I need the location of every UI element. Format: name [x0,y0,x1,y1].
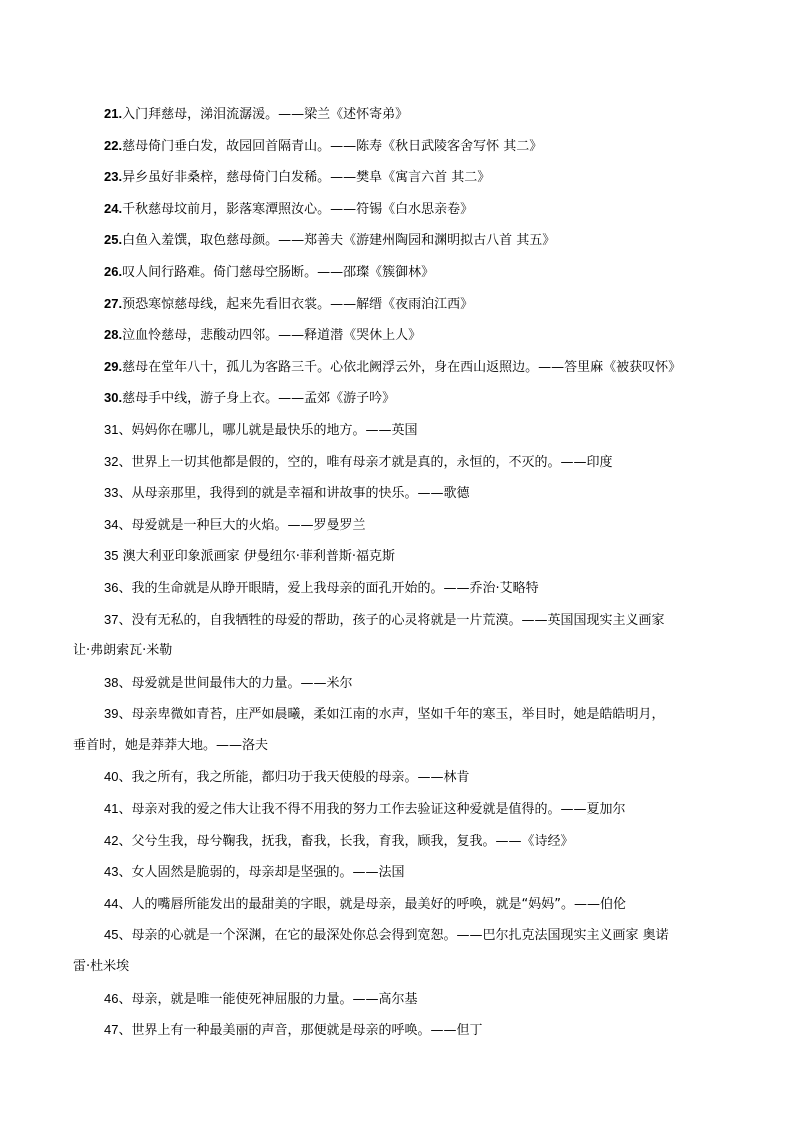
quote-text: 异乡虽好非桑梓，慈母倚门白发稀。——樊阜《寓言六首 其二》 [122,170,491,186]
quote-text: 叹人间行路难。倚门慈母空肠断。——邵璨《簇御林》 [122,264,435,280]
quote-text: 没有无私的，自我牺牲的母爱的帮助，孩子的心灵将就是一片荒漠。——英国国现实主义画家 [131,612,665,628]
quote-text: 泣血怜慈母，悲酸动四邻。——释道潜《哭休上人》 [122,328,422,344]
quote-line [104,698,724,730]
quote-line [104,382,724,414]
quote-text: 母亲对我的爱之伟大让我不得不用我的努力工作去验证这种爱就是值得的。——夏加尔 [131,802,626,818]
quote-line [104,1014,724,1046]
quote-number: 31、 [104,421,132,437]
quote-number: 22. [104,137,123,153]
quote-line [104,351,724,383]
quote-number: 23. [104,169,123,185]
quote-line [104,888,724,920]
quote-line [104,983,724,1015]
quote-text: 澳大利亚印象派画家 伊曼纽尔·菲利普斯·福克斯 [118,549,395,565]
quote-text: 慈母手中线，游子身上衣。——孟郊《游子吟》 [122,391,396,407]
quote-text: 世界上有一种最美丽的声音，那便就是母亲的呼唤。——但丁 [131,1023,483,1039]
quote-text: 从母亲那里，我得到的就是幸福和讲故事的快乐。——歌德 [131,486,470,502]
quote-number: 26. [104,263,123,279]
quote-number: 44、 [104,895,132,911]
quote-number: 45、 [104,927,132,943]
quote-line [104,856,724,888]
quote-line [104,161,724,193]
quote-continuation: 垂首时，她是莽莽大地。——洛夫 [73,737,269,753]
quote-text: 慈母倚门垂白发，故园回首隔青山。——陈寿《秋日武陵客舍写怀 其二》 [122,138,543,154]
quote-line [104,256,724,288]
quote-line [104,288,724,320]
quote-line [104,414,724,446]
quote-number: 24. [104,200,123,216]
quote-line [104,98,724,130]
quote-line [104,319,724,351]
quote-number: 34、 [104,516,132,532]
quote-text: 母亲的心就是一个深渊，在它的最深处你总会得到宽恕。——巴尔扎克法国现实主义画家 奥诺 [131,928,669,944]
quote-text: 母爱就是一种巨大的火焰。——罗曼罗兰 [131,517,366,533]
quote-text: 慈母在堂年八十，孤儿为客路三千。心依北阙浮云外，身在西山返照边。——答里麻《被获叹怀》 [122,359,682,375]
quote-line [104,224,724,256]
quote-number: 39、 [104,706,132,722]
quote-line [104,572,724,604]
quote-number: 35 [104,548,119,564]
quote-text: 入门拜慈母，涕泪流潺湲。——梁兰《述怀寄弟》 [122,107,409,122]
quote-text: 白鱼入羞馔，取色慈母颜。——郑善夫《游建州陶园和渊明拟古八首 其五》 [122,233,556,249]
quote-text: 母亲，就是唯一能使死神屈服的力量。——高尔基 [131,991,418,1007]
quote-number: 37、 [104,611,132,627]
quote-number: 21. [104,106,123,121]
quote-number: 25. [104,232,123,248]
quote-text: 千秋慈母坟前月，影落寒潭照汝心。——符锡《白水思亲卷》 [122,201,474,217]
quote-line [104,193,724,225]
quote-line [104,477,724,509]
quote-line [104,604,724,636]
quote-text: 世界上一切其他都是假的，空的，唯有母亲才就是真的，永恒的，不灭的。——印度 [131,454,613,470]
quote-text: 人的嘴唇所能发出的最甜美的字眼，就是母亲，最美好的呼唤，就是“妈妈”。——伯伦 [131,896,626,912]
quote-number: 29. [104,358,123,374]
quote-text: 我的生命就是从睁开眼睛，爱上我母亲的面孔开始的。——乔治·艾略特 [131,580,539,596]
quote-line [104,446,724,478]
quote-number: 42、 [104,832,132,848]
quote-line [104,761,724,793]
quote-number: 30. [104,390,123,406]
quote-text: 预恐寒惊慈母线，起来先看旧衣裳。——解缙《夜雨泊江西》 [122,296,474,312]
quote-line [104,825,724,857]
quote-line [104,540,724,572]
quote-continuation: 雷·杜米埃 [73,959,130,975]
quote-number: 38、 [104,674,132,690]
quote-number: 47、 [104,1022,132,1038]
quote-number: 28. [104,327,123,343]
quote-number: 32、 [104,453,132,469]
quote-number: 43、 [104,864,132,880]
quote-line [104,919,724,951]
quote-line [104,130,724,162]
quote-text: 父兮生我，母兮鞠我，抚我，畜我，长我，育我，顾我，复我。——《诗经》 [131,833,574,849]
quote-number: 36、 [104,579,132,595]
quote-continuation: 让·弗朗索瓦·米勒 [73,643,173,659]
quote-number: 40、 [104,769,132,785]
quote-text: 母爱就是世间最伟大的力量。——米尔 [131,675,353,691]
quote-number: 27. [104,295,123,311]
quote-number: 46、 [104,990,132,1006]
quote-line [104,793,724,825]
quote-text: 我之所有，我之所能，都归功于我天使般的母亲。——林肯 [131,770,470,786]
quote-number: 33、 [104,485,132,501]
quote-text: 妈妈你在哪儿，哪儿就是最快乐的地方。——英国 [131,422,418,438]
quote-line [104,509,724,541]
quote-line [104,667,724,699]
quote-text: 母亲卑微如青苔，庄严如晨曦，柔如江南的水声，坚如千年的寒玉，举目时，她是皓皓明月， [131,707,665,723]
quote-number: 41、 [104,801,132,817]
quote-text: 女人固然是脆弱的，母亲却是坚强的。——法国 [131,865,405,881]
